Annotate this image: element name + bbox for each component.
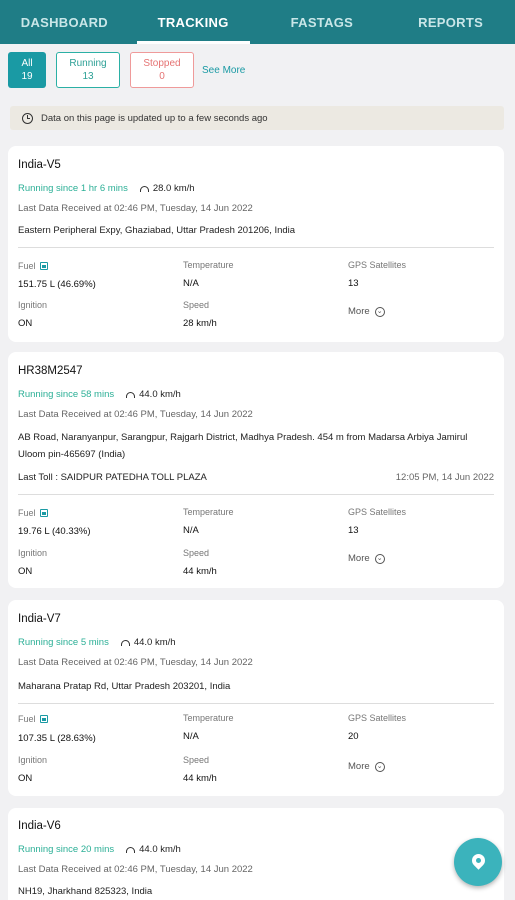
temperature-label: Temperature bbox=[183, 713, 234, 723]
speed-label: Speed bbox=[183, 300, 210, 310]
vehicle-card[interactable] bbox=[8, 352, 504, 588]
speedometer-icon bbox=[121, 640, 130, 646]
gps-value: 13 bbox=[348, 525, 359, 536]
more-button[interactable]: More ⌄ bbox=[348, 306, 385, 317]
divider bbox=[18, 703, 494, 704]
filter-stopped-chip[interactable] bbox=[130, 52, 194, 88]
fuel-label: Fuel bbox=[18, 261, 48, 271]
filter-all-chip[interactable] bbox=[8, 52, 46, 88]
tab-tracking[interactable]: TRACKING bbox=[129, 0, 258, 44]
gps-value: 13 bbox=[348, 278, 359, 289]
update-notice-text: Data on this page is updated up to a few seconds ago bbox=[41, 112, 268, 124]
vehicle-card[interactable] bbox=[8, 600, 504, 796]
ignition-value: ON bbox=[18, 566, 33, 577]
temperature-value: N/A bbox=[183, 525, 199, 536]
speed-label: Speed bbox=[183, 548, 210, 558]
gps-label: GPS Satellites bbox=[348, 713, 407, 723]
fuel-value: 107.35 L (28.63%) bbox=[18, 733, 96, 744]
temperature-label: Temperature bbox=[183, 260, 234, 270]
vehicle-status-line bbox=[18, 183, 195, 194]
chevron-down-icon: ⌄ bbox=[375, 307, 385, 317]
vehicle-name: India-V7 bbox=[18, 613, 61, 625]
temperature-value: N/A bbox=[183, 278, 199, 289]
filter-all-count: 19 bbox=[21, 71, 33, 82]
gps-label: GPS Satellites bbox=[348, 260, 407, 270]
vehicle-name: HR38M2547 bbox=[18, 365, 83, 377]
divider bbox=[18, 494, 494, 495]
speed-value: 44 km/h bbox=[183, 566, 217, 577]
vehicle-address: Maharana Pratap Rd, Uttar Pradesh 203201, India bbox=[18, 681, 231, 692]
last-data-received: Last Data Received at 02:46 PM, Tuesday, 14 Jun 2022 bbox=[18, 203, 253, 214]
vehicle-status-line bbox=[18, 637, 176, 648]
filter-stopped-count: 0 bbox=[159, 71, 165, 82]
filter-running-chip[interactable] bbox=[56, 52, 120, 88]
vehicle-name: India-V5 bbox=[18, 159, 61, 171]
top-tab-bar bbox=[0, 0, 515, 44]
vehicle-status-line bbox=[18, 389, 181, 400]
ignition-value: ON bbox=[18, 773, 33, 784]
speed-label: Speed bbox=[183, 755, 210, 765]
filter-running-count: 13 bbox=[82, 71, 94, 82]
ignition-label: Ignition bbox=[18, 755, 48, 765]
fuel-value: 151.75 L (46.69%) bbox=[18, 279, 96, 290]
fuel-gauge-icon[interactable] bbox=[40, 262, 48, 270]
speedometer-icon bbox=[126, 392, 135, 398]
vehicle-name: India-V6 bbox=[18, 820, 61, 832]
update-notice bbox=[10, 106, 504, 130]
last-toll-row bbox=[18, 472, 494, 483]
fuel-label: Fuel bbox=[18, 714, 48, 724]
tab-fastags[interactable]: FASTAGS bbox=[290, 14, 354, 30]
vehicle-card[interactable] bbox=[8, 808, 504, 900]
speed-value: 28 km/h bbox=[183, 318, 217, 329]
status-filters bbox=[8, 52, 245, 88]
fuel-gauge-icon[interactable] bbox=[40, 509, 48, 517]
vehicle-status-line bbox=[18, 844, 181, 855]
fuel-gauge-icon[interactable] bbox=[40, 715, 48, 723]
last-data-received: Last Data Received at 02:46 PM, Tuesday, 14 Jun 2022 bbox=[18, 864, 253, 875]
running-status: Running since 1 hr 6 mins bbox=[18, 183, 128, 194]
filter-stopped-label: Stopped bbox=[143, 58, 181, 69]
fuel-label: Fuel bbox=[18, 508, 48, 518]
gps-label: GPS Satellites bbox=[348, 507, 407, 517]
map-pin-icon bbox=[469, 851, 487, 869]
map-view-button[interactable] bbox=[454, 838, 502, 886]
filter-running-label: Running bbox=[69, 58, 107, 69]
chevron-down-icon: ⌄ bbox=[375, 554, 385, 564]
running-status: Running since 58 mins bbox=[18, 389, 115, 400]
current-speed: 44.0 km/h bbox=[133, 637, 176, 648]
vehicle-card[interactable] bbox=[8, 146, 504, 342]
current-speed: 44.0 km/h bbox=[139, 844, 181, 855]
vehicle-address: Eastern Peripheral Expy, Ghaziabad, Uttar Pradesh 201206, India bbox=[18, 225, 296, 236]
vehicle-address: AB Road, Naranyanpur, Sarangpur, Rajgarh District, Madhya Pradesh. 454 m from Madarsa Arbiya Jamirul Uloom pin-465697 (India) bbox=[18, 432, 468, 460]
last-toll-time: 12:05 PM, 14 Jun 2022 bbox=[395, 472, 494, 483]
fuel-value: 19.76 L (40.33%) bbox=[18, 526, 91, 537]
chevron-down-icon: ⌄ bbox=[375, 762, 385, 772]
more-button[interactable]: More ⌄ bbox=[348, 553, 385, 564]
clock-icon bbox=[22, 113, 33, 124]
speedometer-icon bbox=[126, 847, 135, 853]
temperature-label: Temperature bbox=[183, 507, 234, 517]
vehicle-address: NH19, Jharkhand 825323, India bbox=[18, 886, 153, 897]
running-status: Running since 5 mins bbox=[18, 637, 109, 648]
last-data-received: Last Data Received at 02:46 PM, Tuesday, 14 Jun 2022 bbox=[18, 657, 253, 668]
divider bbox=[18, 247, 494, 248]
gps-value: 20 bbox=[348, 731, 359, 742]
tab-reports[interactable]: REPORTS bbox=[418, 14, 484, 30]
last-toll-name: Last Toll : SAIDPUR PATEDHA TOLL PLAZA bbox=[18, 472, 207, 483]
more-button[interactable]: More ⌄ bbox=[348, 761, 385, 772]
ignition-label: Ignition bbox=[18, 300, 48, 310]
current-speed: 28.0 km/h bbox=[152, 183, 195, 194]
current-speed: 44.0 km/h bbox=[139, 389, 181, 400]
temperature-value: N/A bbox=[183, 731, 199, 742]
filter-all-label: All bbox=[21, 58, 33, 69]
speedometer-icon bbox=[140, 186, 149, 192]
ignition-label: Ignition bbox=[18, 548, 48, 558]
last-data-received: Last Data Received at 02:46 PM, Tuesday, 14 Jun 2022 bbox=[18, 409, 253, 420]
running-status: Running since 20 mins bbox=[18, 844, 115, 855]
ignition-value: ON bbox=[18, 318, 33, 329]
tab-dashboard[interactable]: DASHBOARD bbox=[20, 14, 108, 30]
see-more-link[interactable]: See More bbox=[202, 64, 246, 76]
speed-value: 44 km/h bbox=[183, 773, 217, 784]
